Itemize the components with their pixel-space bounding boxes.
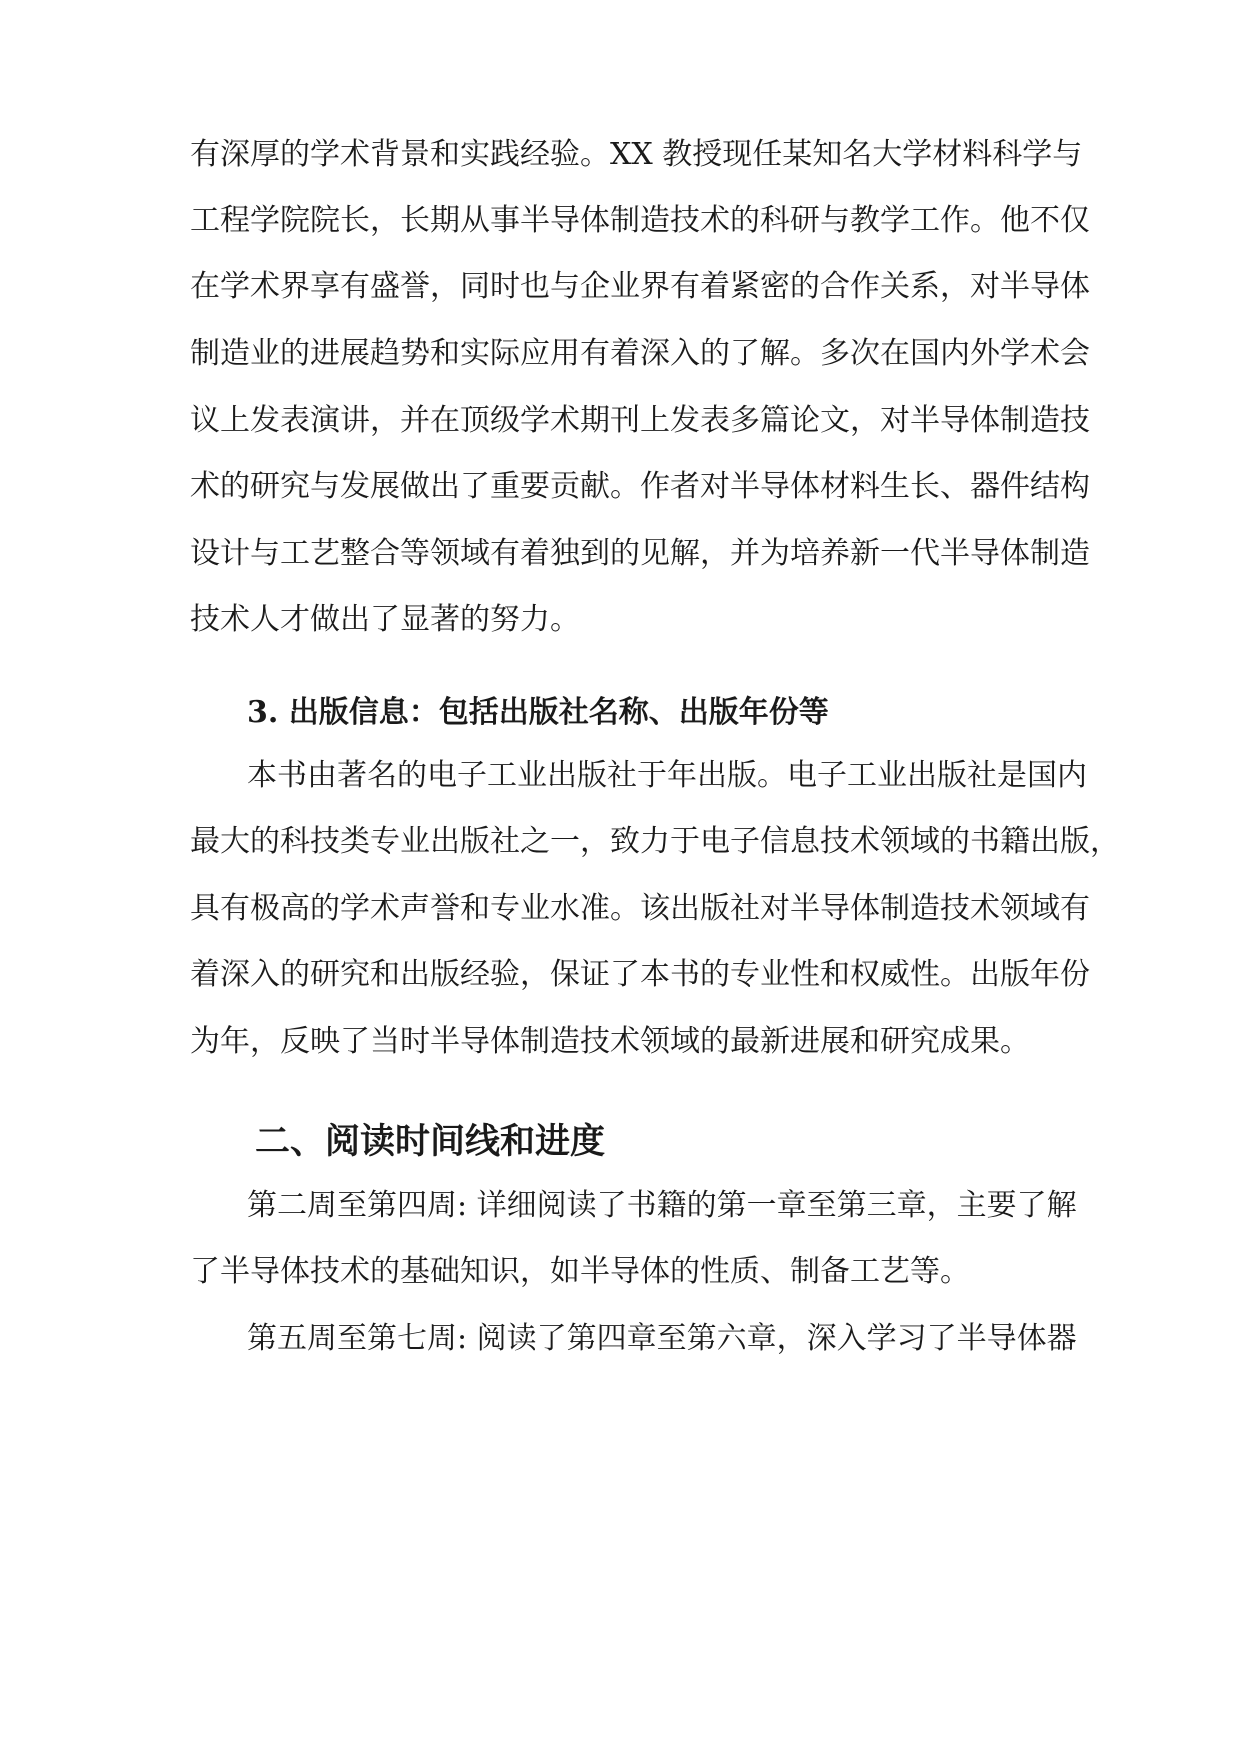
publication-paragraph-line: 具有极高的学术声誉和专业水准。该出版社对半导体制造技术领域有: [190, 891, 1090, 926]
timeline-paragraph-line: 第二周至第四周: 详细阅读了书籍的第一章至第三章，主要了解: [247, 1188, 1077, 1223]
author-paragraph-line: 工程学院院长，长期从事半导体制造技术的科研与教学工作。他不仅: [190, 203, 1090, 238]
section-3-heading: 3. 出版信息：包括出版社名称、出版年份等: [247, 695, 829, 730]
author-paragraph-line: 术的研究与发展做出了重要贡献。作者对半导体材料生长、器件结构: [190, 469, 1090, 504]
section-2-heading: 二、阅读时间线和进度: [255, 1121, 606, 1162]
publication-paragraph-line: 着深入的研究和出版经验，保证了本书的专业性和权威性。出版年份: [190, 957, 1090, 992]
timeline-paragraph-line: 了半导体技术的基础知识，如半导体的性质、制备工艺等。: [190, 1254, 970, 1289]
publication-paragraph-line: 最大的科技类专业出版社之一，致力于电子信息技术领域的书籍出版，: [190, 824, 1120, 859]
author-paragraph-line: 议上发表演讲，并在顶级学术期刊上发表多篇论文，对半导体制造技: [190, 403, 1090, 438]
publication-paragraph-line: 本书由著名的电子工业出版社于年出版。电子工业出版社是国内: [247, 758, 1087, 793]
author-paragraph-line: 设计与工艺整合等领域有着独到的见解，并为培养新一代半导体制造: [190, 536, 1090, 571]
timeline-paragraph-line: 第五周至第七周: 阅读了第四章至第六章，深入学习了半导体器: [247, 1321, 1077, 1356]
author-paragraph-line: 制造业的进展趋势和实际应用有着深入的了解。多次在国内外学术会: [190, 336, 1090, 371]
author-paragraph-line: 技术人才做出了显著的努力。: [190, 602, 580, 637]
author-paragraph-line: 有深厚的学术背景和实践经验。XX 教授现任某知名大学材料科学与: [190, 137, 1083, 172]
publication-paragraph-line: 为年，反映了当时半导体制造技术领域的最新进展和研究成果。: [190, 1024, 1030, 1059]
author-paragraph-line: 在学术界享有盛誉，同时也与企业界有着紧密的合作关系，对半导体: [190, 269, 1090, 304]
